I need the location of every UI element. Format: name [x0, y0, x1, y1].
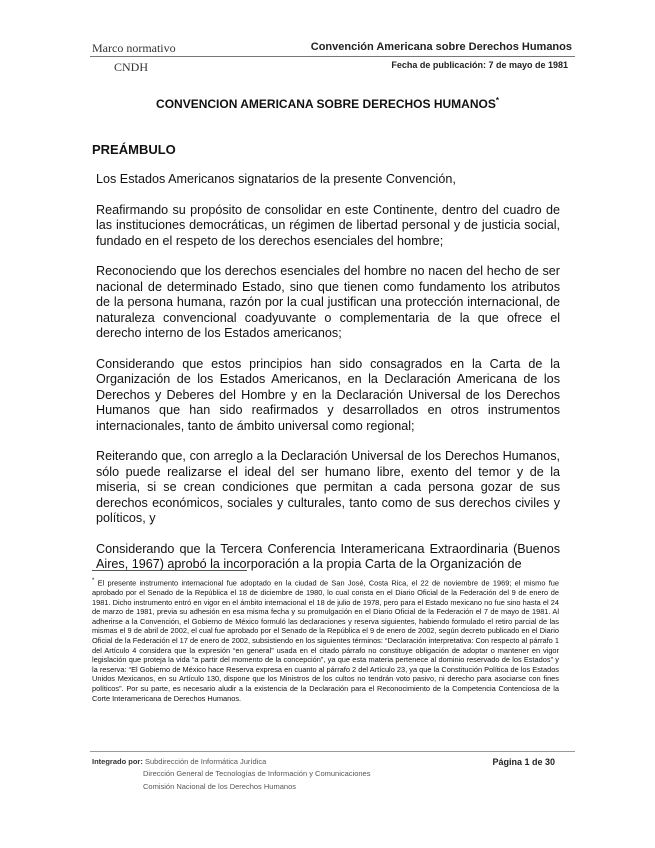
footer-subdirection: Subdirección de Informática Jurídica: [144, 757, 267, 766]
page-number: Página 1 de 30: [492, 757, 555, 767]
header-publication-date: Fecha de publicación: 7 de mayo de 1981: [391, 60, 568, 70]
paragraph: Considerando que estos principios han sido consagrados en la Carta de la Organización de los Estados Americanos, en la Declaración Americana de los Derechos y Deberes del Hombre y en la Declaración Universal de los Derechos Humanos que han sido reafirmados y desarrollados en otros instrumentos internacionales, tanto de ámbito universal como regional;: [96, 356, 560, 433]
footer-credit-line: [92, 757, 266, 766]
footnote: [92, 577, 559, 703]
paragraph: Reafirmando su propósito de consolidar en este Continente, dentro del cuadro de las instituciones democráticas, un régimen de libertad personal y de justicia social, fundado en el respeto de los derechos esenciales del hombre;: [96, 202, 560, 248]
header-organization: CNDH: [114, 60, 149, 74]
header-section-label: Marco normativo: [92, 41, 176, 55]
footer-commission: Comisión Nacional de los Derechos Humanos: [143, 782, 296, 791]
footnote-divider: [92, 570, 247, 571]
footer-divider: [90, 751, 575, 752]
paragraph: Reconociendo que los derechos esenciales del hombre no nacen del hecho de ser nacional de determinado Estado, sino que tienen como fundamento los atributos de la persona humana, razón por la cual justifican una protección internacional, de naturaleza convencional coadyuvante o complementaria de la que ofrece el derecho interno de los Estados americanos;: [96, 264, 560, 340]
paragraph: Considerando que la Tercera Conferencia Interamericana Extraordinaria (Buenos Aires, 1967) aprobó la incorporación a la propia Carta de la Organización de: [96, 541, 560, 571]
document-title: [0, 96, 655, 111]
body-text: [96, 172, 560, 588]
footnote-text: El presente instrumento internacional fue adoptado en la ciudad de San José, Costa Rica, el 22 de noviembre de 1969; el mismo fue aprobado por el Senado de la República el 18 de diciembre de 1980, lo cual consta en el Diario Oficial de la Federación del 9 de enero de 1981. Dicho instrumento entró en vigor en el ámbito internacional el 18 de julio de 1978, pero para el Estado mexicano no fue sino hasta el 24 de marzo de 1981, previa su adhesión en esa misma fecha y su promulgación en el Diario Oficial de la Federación el 7 de mayo de 1981. Al adherirse a la Convención, el Gobierno de México formuló las declaraciones y reserva siguientes, habiendo formulado el retiro parcial de las mismas el 9 de abril de 2002, el cual fue aprobado por el Senado de la República el 9 de enero de 2002, según decreto publicado en el Diario Oficial de la Federación el 17 de enero de 2002, subsistiendo en los siguientes términos: “Declaración interpretativa: Con respecto al párrafo 1 del Artículo 4 considera que la expresión “en general” usada en el citado párrafo no constituye obligación de adoptar o mantener en vigor legislación que proteja la vida “a partir del momento de la concepción”, ya que esta materia pertenece al dominio reservado de los Estados” y la reserva: “El Gobierno de México hace Reserva expresa en cuanto al párrafo 2 del Artículo 23, ya que la Constitución Política de los Estados Unidos Mexicanos, en su Artículo 130, dispone que los Ministros de los cultos no tendrán voto pasivo, ni derecho para asociarse con fines políticos”. Por su parte, es necesario aludir a la existencia de la Declaración para el Reconocimiento de la Competencia Contenciosa de la Corte Interamericana de Derechos Humanos.: [92, 578, 559, 703]
header-document-title: Convención Americana sobre Derechos Humanos: [310, 41, 572, 53]
header-divider: [90, 56, 575, 57]
footer-integrated-label: Integrado por:: [92, 757, 143, 766]
paragraph: Reiterando que, con arreglo a la Declaración Universal de los Derechos Humanos, sólo puede realizarse el ideal del ser humano libre, exento del temor y de la miseria, si se crean condiciones que permitan a cada persona gozar de sus derechos económicos, sociales y culturales, tanto como de sus derechos civiles y políticos, y: [96, 449, 560, 525]
footer-direction: Dirección General de Tecnologías de Información y Comunicaciones: [143, 769, 371, 778]
document-title-text: CONVENCION AMERICANA SOBRE DERECHOS HUMANOS: [156, 97, 496, 111]
paragraph: Los Estados Americanos signatarios de la presente Convención,: [96, 172, 456, 186]
section-heading: PREÁMBULO: [92, 142, 176, 157]
title-footnote-mark: *: [495, 96, 499, 105]
footnote-mark: *: [92, 578, 95, 584]
